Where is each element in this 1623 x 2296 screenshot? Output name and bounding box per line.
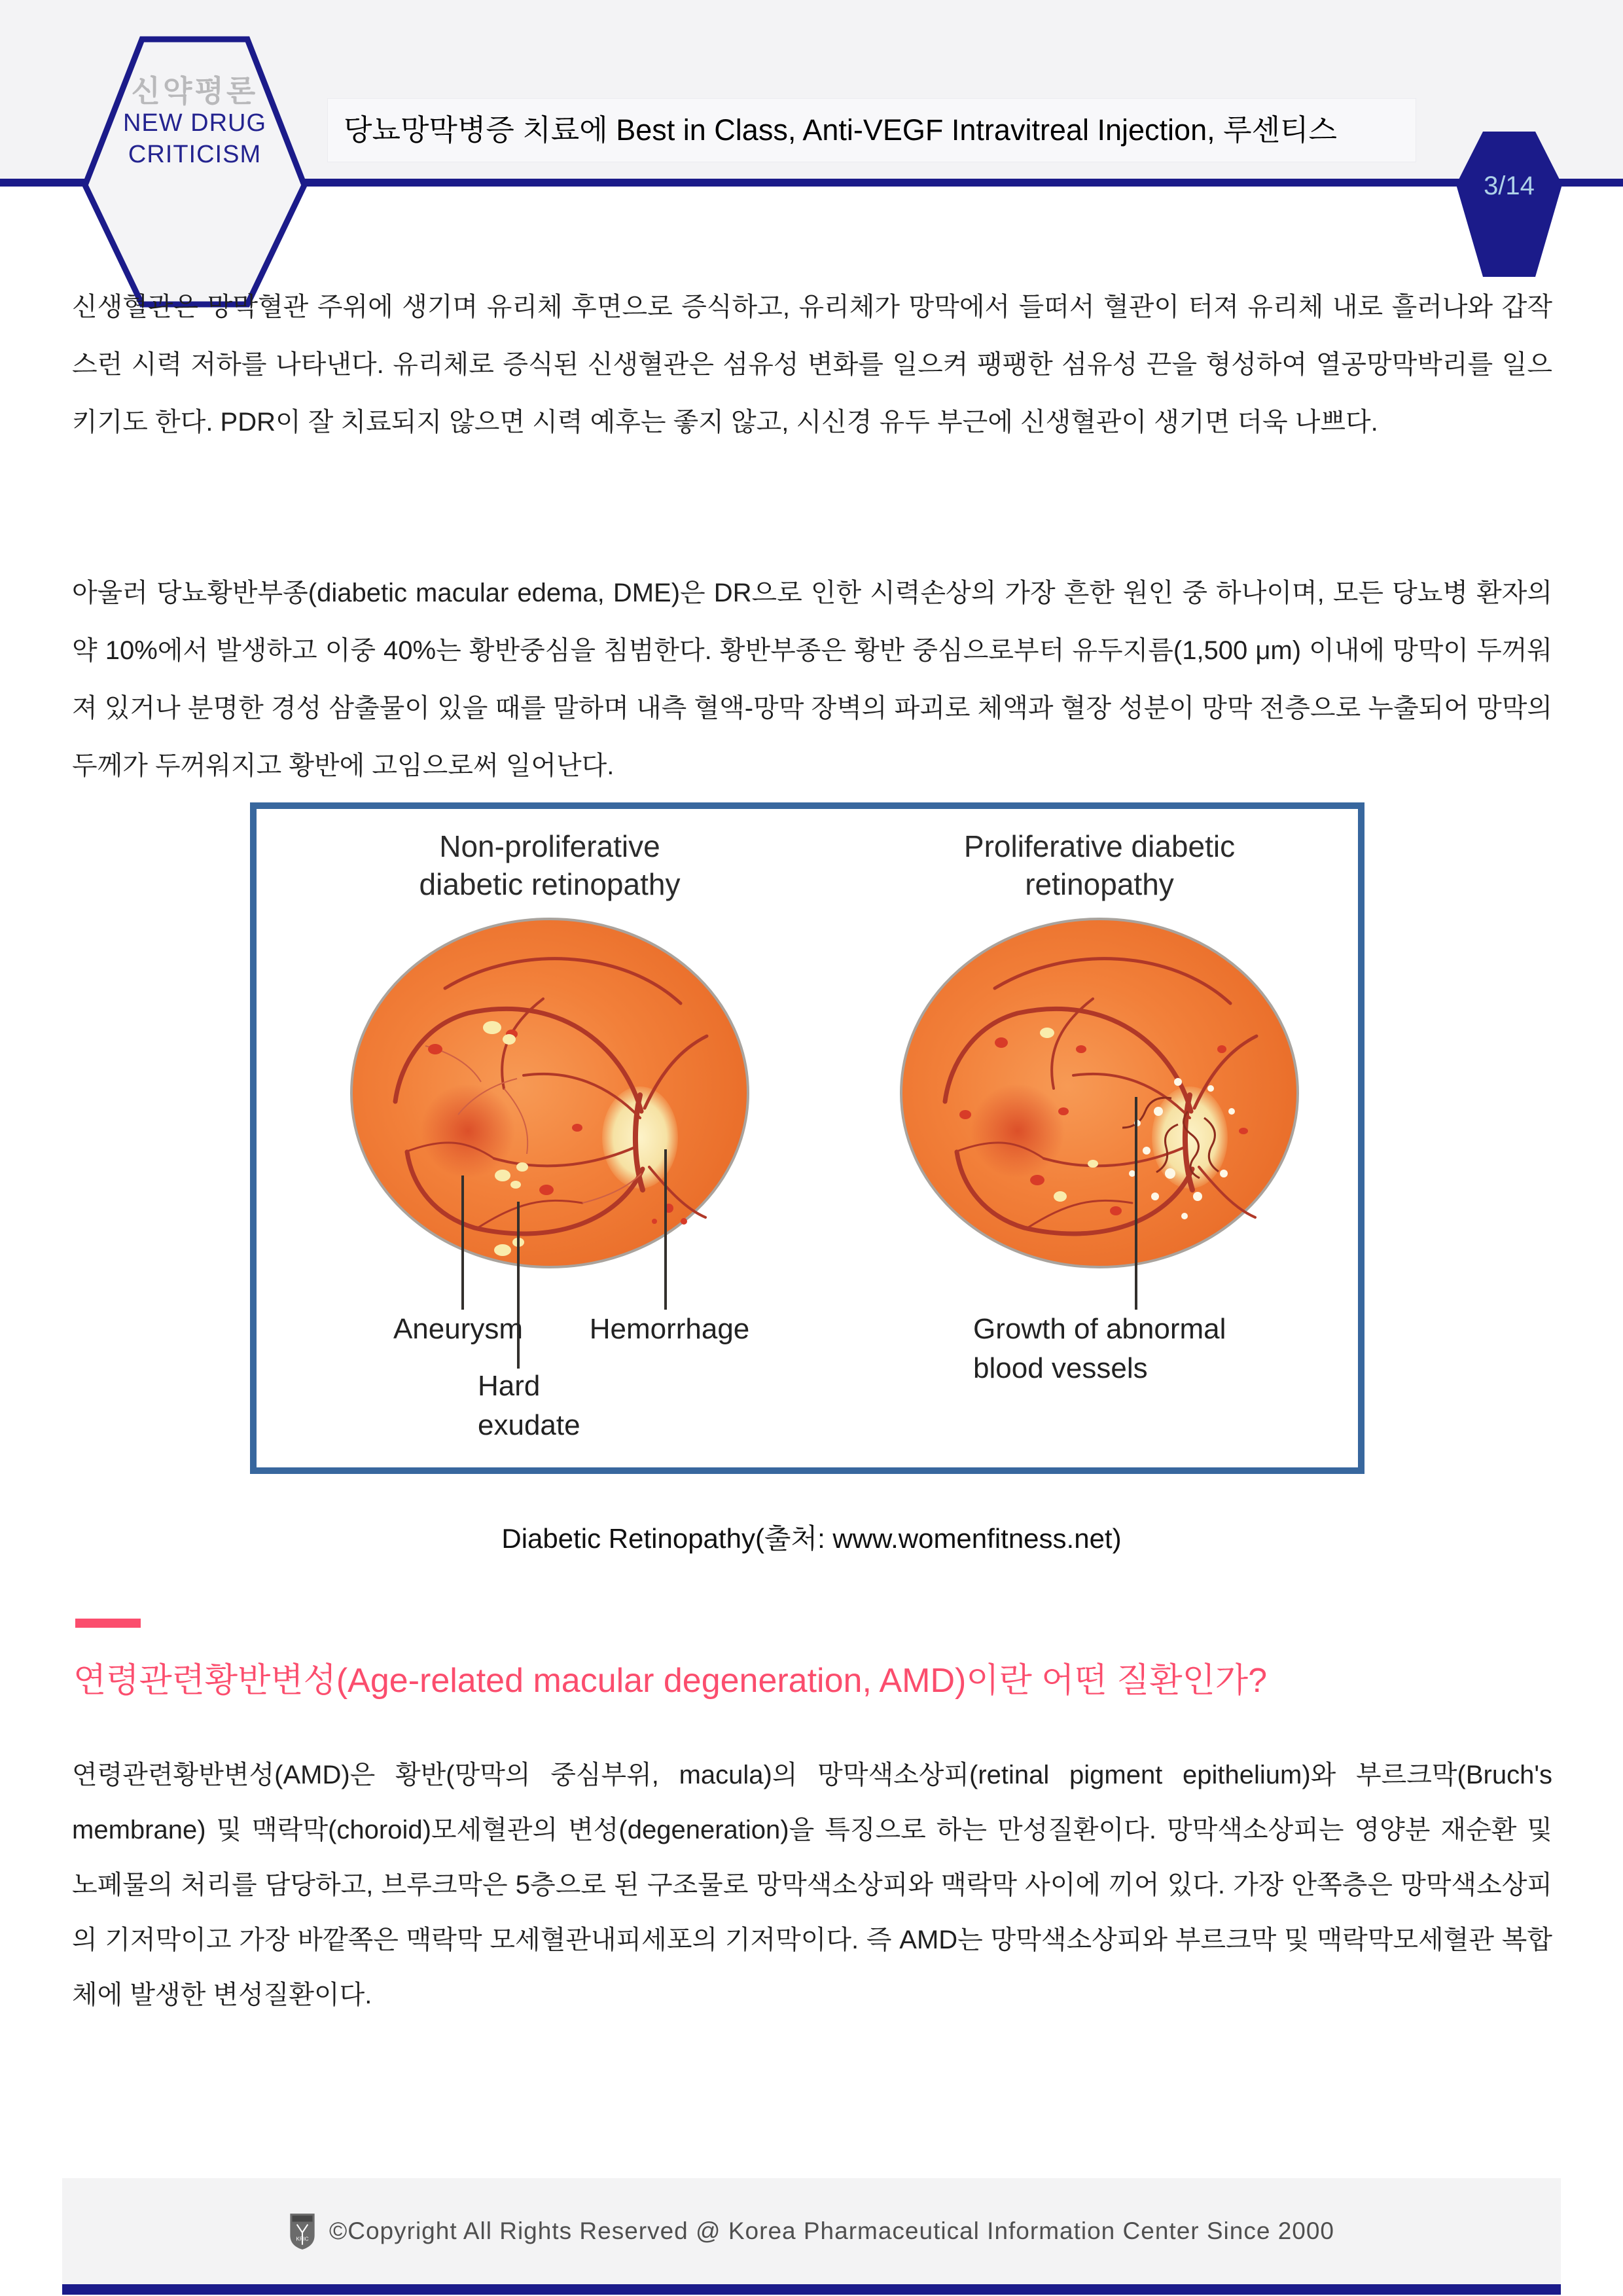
paragraph-dme: 아울러 당뇨황반부종(diabetic macular edema, DME)은 DR으로 인한 시력손상의 가장 흔한 원인 중 하나이며, 모든 당뇨병 환자의 약 10%에서 발생하고 이중 40%는 황반중심을 침범한다. 황반부종은 황반 중심으로부터 유두지름(1,500 μm) 이내에 망막이 두꺼워져 있거나 분명한 경성 삼출물이 있을 때를 말하며 내측 혈액-망막 장벽의 파괴로 체액과 혈장 성분이 망막 전층으로 누출되어 망막의 두께가 두꺼워지고 황반에 고임으로써 일어난다.	[72, 579, 1552, 780]
footer-bar	[62, 2178, 1561, 2284]
amd-section-heading: 연령관련황반변성(Age-related macular degeneration, AMD)이란 어떤 질환인가?	[73, 1662, 1268, 1700]
proliferative-retina-illustration	[897, 915, 1302, 1275]
logo-badge	[82, 36, 308, 308]
logo-english-line1: NEW DRUG	[122, 109, 267, 137]
paragraph-amd: 연령관련황반변성(AMD)은 황반(망막의 중심부위, macula)의 망막색소상피(retinal pigment epithelium)와 부르크막(Bruch's membrane) 및 맥락막(choroid)모세혈관의 변성(degeneration)을 특징으로 하는 만성질환이다. 망막색소상피는 영양분 재순환 및 노폐물의 처리를 담당하고, 브루크막은 5층으로 된 구조물로 망막색소상피와 맥락막 사이에 끼어 있다. 가장 안쪽층은 망막색소상피의 기저막이고 가장 바깥쪽은 맥락막 모세혈관내피세포의 기저막이다. 즉 AMD는 망막색소상피와 부르크막 및 맥락막모세혈관 복합체에 발생한 변성질환이다.	[72, 1761, 1552, 2009]
logo-english-line2: CRITICISM	[128, 141, 262, 168]
abnormal-vessels-leader-line	[1135, 1097, 1137, 1310]
paragraph-neovascularization: 신생혈관은 망막혈관 주위에 생기며 유리체 후면으로 증식하고, 유리체가 망막에서 들떠서 혈관이 터져 유리체 내로 흘러나와 갑작스런 시력 저하를 나타낸다. 유리체로 증식된 신생혈관은 섬유성 변화를 일으켜 팽팽한 섬유성 끈을 형성하여 열공망막박리를 일으키기도 한다. PDR이 잘 치료되지 않으면 시력 예후는 좋지 않고, 시신경 유두 부근에 신생혈관이 생기면 더욱 나쁘다.	[72, 293, 1552, 437]
kpic-shield-icon	[289, 2212, 316, 2250]
label-hemorrhage: Hemorrhage	[589, 1313, 750, 1345]
aneurysm-leader-line	[461, 1175, 464, 1310]
footer-navy-bar	[62, 2284, 1561, 2295]
label-hard-exudate: Hard exudate	[478, 1370, 580, 1441]
document-title-bar	[327, 98, 1416, 162]
page-number: 3/14	[1484, 171, 1535, 200]
retinopathy-figure	[250, 802, 1364, 1474]
figure-right-title: Proliferative diabetic retinopathy	[963, 829, 1236, 901]
figure-caption: Diabetic Retinopathy(출처: www.womenfitness.net)	[501, 1523, 1122, 1554]
hemorrhage-leader-line	[664, 1149, 667, 1310]
label-abnormal-vessels: Growth of abnormal blood vessels	[973, 1313, 1226, 1384]
section-accent-dash	[75, 1619, 141, 1628]
figure-left-title: Non-proliferative diabetic retinopathy	[419, 829, 681, 901]
kpic-logo-text: KPIC	[296, 2236, 309, 2242]
label-aneurysm: Aneurysm	[393, 1313, 524, 1345]
document-title: 당뇨망막병증 치료에 Best in Class, Anti-VEGF Intravitreal Injection, 루센티스	[344, 113, 1337, 147]
page-number-hexagon-icon	[1454, 130, 1564, 279]
copyright-text: ©Copyright All Rights Reserved @ Korea Pharmaceutical Information Center Since 2000	[329, 2217, 1335, 2244]
logo-korean-text: 신약평론	[131, 74, 259, 108]
nonproliferative-retina-illustration	[347, 915, 753, 1275]
